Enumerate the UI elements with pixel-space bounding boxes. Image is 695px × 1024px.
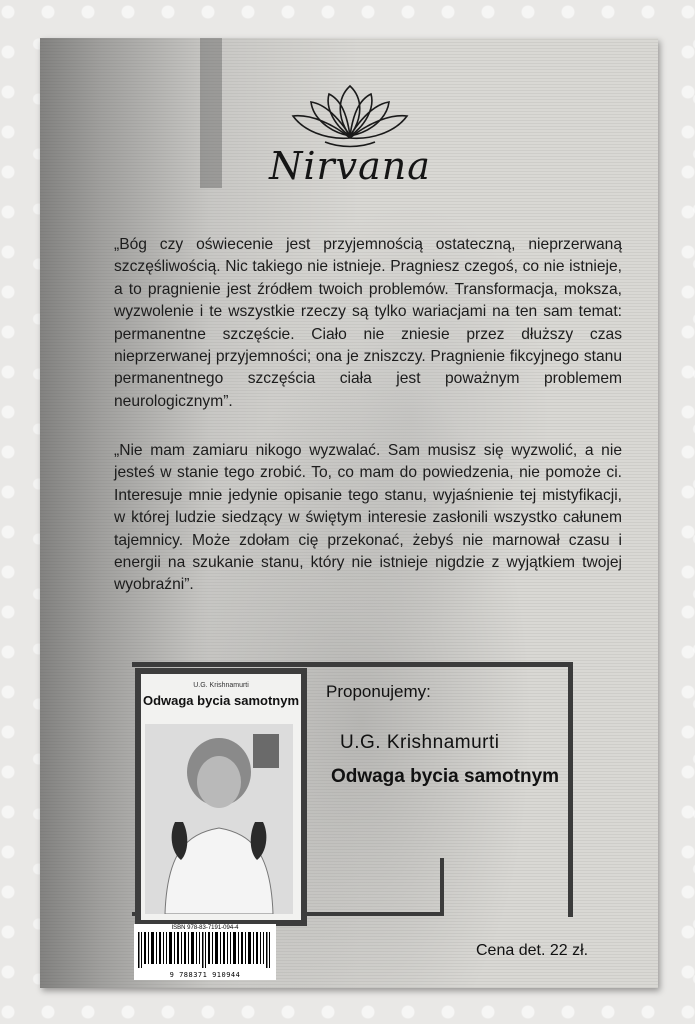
isbn: ISBN 978-83-7191-094-4 xyxy=(171,925,239,931)
lotus-icon xyxy=(285,78,415,150)
barcode xyxy=(134,924,276,980)
promo-title: Odwaga bycia samotnym xyxy=(330,766,560,787)
quote-text: „Nie mam zamiaru nikogo wyzwalać. Sam musisz się wyzwolić, a nie jesteś w stanie tego zrobić. To, co mam do powiedzenia, nie pomoże ci. Interesuje mnie jedynie opisanie tego stanu, wyjaśnienie tej mistyfikacji, w której ludzie siedzący w świętym interesie zasłonili wszystko całunem tajemnicy. Może zdołam cię przekonać, żebyś nie marnował czasu i energii na szukanie stanu, który nie istnieje nigdzie z wyjątkiem twojej wyobraźni”. xyxy=(114,442,622,594)
promo-author: U.G. Krishnamurti xyxy=(340,732,500,753)
promo-book-cover xyxy=(135,668,307,926)
quote-2 xyxy=(114,440,622,597)
quote-text: „Bóg czy oświecenie jest przyjemnością ostateczną, nieprzerwaną szczęśliwością. Nic takiego nie istnieje. Pragniesz czegoś, co nie istnieje, a to pragnienie jest źródłem twoich problemów. Transformacja, moksza, wyzwolenie i te wszystkie rzeczy są tylko wariacjami na ten sam temat: permanentne szczęście. Ciało nie zniesie przez dłuższy czas nieprzerwanej przyjemności; ona je zniszczy. Pragnienie fikcyjnego stanu permanentnego szczęścia ciała jest poważnym problemem neurologicznym”. xyxy=(114,236,622,410)
author-photo xyxy=(145,724,293,914)
promo-label: Proponujemy: xyxy=(326,682,431,701)
quote-1 xyxy=(114,234,622,413)
background-texture xyxy=(200,38,222,188)
cover-title: Odwaga bycia samotnym xyxy=(142,693,300,708)
barcode-digits: 9 788371 910944 xyxy=(169,971,241,979)
publisher-logo xyxy=(260,78,440,188)
price: Cena det. 22 zł. xyxy=(476,942,589,959)
book-back-cover xyxy=(40,38,658,988)
barcode-bars-icon xyxy=(138,932,272,968)
publisher-name: Nirvana xyxy=(269,144,431,188)
promo-frame-line xyxy=(440,858,444,916)
cover-author: U.G. Krishnamurti xyxy=(193,682,249,689)
